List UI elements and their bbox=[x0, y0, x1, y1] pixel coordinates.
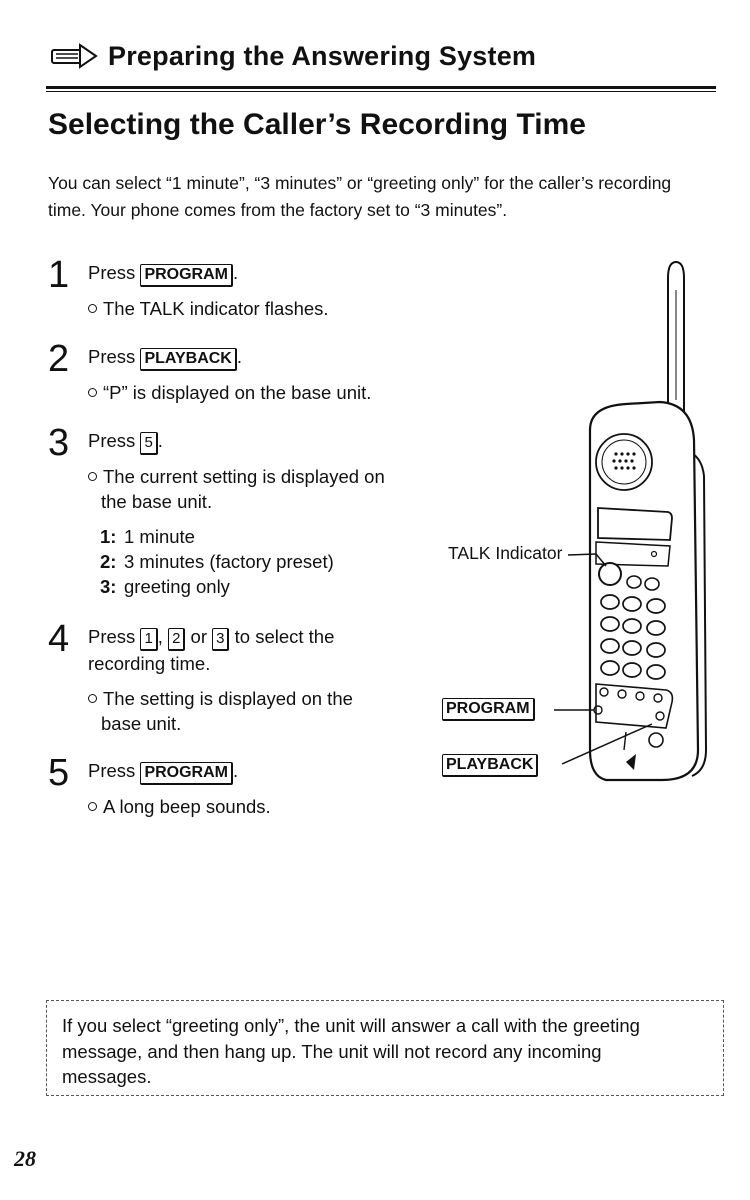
step-instruction bbox=[88, 260, 238, 287]
step-note-text: A long beep sounds. bbox=[103, 796, 271, 817]
step-note-text: the base unit. bbox=[101, 491, 213, 512]
key-5: 5 bbox=[140, 432, 157, 455]
step-text: . bbox=[157, 430, 163, 451]
section-title: Preparing the Answering System bbox=[108, 40, 537, 71]
step-text: Press bbox=[88, 430, 141, 451]
note-line: message, and then hang up. The unit will not record any incoming bbox=[62, 1040, 602, 1062]
step-instruction bbox=[88, 624, 388, 676]
option-label: 1 minute bbox=[124, 526, 195, 547]
step-text: Press bbox=[88, 262, 141, 283]
option-code: 3: bbox=[100, 576, 117, 597]
step-note bbox=[88, 686, 418, 736]
step-instruction bbox=[88, 428, 163, 455]
option-label: 3 minutes (factory preset) bbox=[124, 551, 334, 572]
step-note bbox=[88, 296, 418, 321]
page-title: Selecting the Caller’s Recording Time bbox=[48, 108, 586, 141]
setting-options bbox=[100, 524, 334, 599]
note-line: If you select “greeting only”, the unit will answer a call with the greeting bbox=[62, 1015, 640, 1036]
bullet-icon bbox=[88, 388, 97, 397]
bullet-icon bbox=[88, 802, 97, 811]
note-line: messages. bbox=[62, 1066, 152, 1087]
step-note-text: The setting is displayed on the bbox=[103, 688, 353, 709]
program-key: PROGRAM bbox=[442, 698, 535, 721]
note-text bbox=[62, 1013, 702, 1090]
option-label: greeting only bbox=[124, 576, 230, 597]
option-code: 2: bbox=[100, 551, 117, 572]
step-text: to select the bbox=[229, 626, 335, 647]
step-note-text: The current setting is displayed on bbox=[103, 466, 385, 487]
talk-indicator-label: TALK Indicator bbox=[448, 543, 563, 563]
program-key: PROGRAM bbox=[140, 264, 233, 287]
step-number: 2 bbox=[48, 338, 70, 380]
step-note-text: “P” is displayed on the base unit. bbox=[103, 382, 372, 403]
key-1: 1 bbox=[140, 628, 157, 651]
step-text: recording time. bbox=[88, 653, 211, 674]
option-row bbox=[100, 549, 334, 574]
option-code: 1: bbox=[100, 526, 117, 547]
program-key-callout bbox=[442, 698, 535, 721]
step-number: 4 bbox=[48, 618, 70, 660]
section-header bbox=[50, 34, 536, 78]
step-note bbox=[88, 794, 418, 819]
arrow-right-icon bbox=[50, 41, 98, 71]
page-number: 28 bbox=[14, 1146, 36, 1171]
step-number: 3 bbox=[48, 422, 70, 464]
step-text: Press bbox=[88, 760, 141, 781]
step-text: . bbox=[233, 262, 239, 283]
step-text: or bbox=[185, 626, 213, 647]
bullet-icon bbox=[88, 694, 97, 703]
playback-key-callout bbox=[442, 754, 538, 777]
intro-paragraph: You can select “1 minute”, “3 minutes” or “greeting only” for the caller’s recording time. Your phone comes from the factory set to “3 minutes”. bbox=[48, 173, 672, 220]
key-3: 3 bbox=[212, 628, 229, 651]
playback-key: PLAYBACK bbox=[442, 754, 538, 777]
step-note-text: base unit. bbox=[101, 713, 182, 734]
step-text: . bbox=[236, 346, 242, 367]
step-text: , bbox=[157, 626, 169, 647]
bullet-icon bbox=[88, 304, 97, 313]
step-note-text: The TALK indicator flashes. bbox=[103, 298, 329, 319]
header-rule-thin bbox=[46, 91, 716, 92]
header-rule bbox=[46, 86, 716, 89]
handset-illustration bbox=[430, 250, 720, 810]
step-text: Press bbox=[88, 346, 141, 367]
step-note bbox=[88, 464, 418, 514]
step-text: . bbox=[233, 760, 239, 781]
key-2: 2 bbox=[168, 628, 185, 651]
bullet-icon bbox=[88, 472, 97, 481]
step-note bbox=[88, 380, 418, 405]
option-row bbox=[100, 524, 334, 549]
option-row bbox=[100, 574, 334, 599]
step-instruction bbox=[88, 344, 242, 371]
step-text: Press bbox=[88, 626, 141, 647]
program-key: PROGRAM bbox=[140, 762, 233, 785]
step-number: 5 bbox=[48, 752, 70, 794]
playback-key: PLAYBACK bbox=[140, 348, 236, 371]
step-instruction bbox=[88, 758, 238, 785]
step-number: 1 bbox=[48, 254, 70, 296]
